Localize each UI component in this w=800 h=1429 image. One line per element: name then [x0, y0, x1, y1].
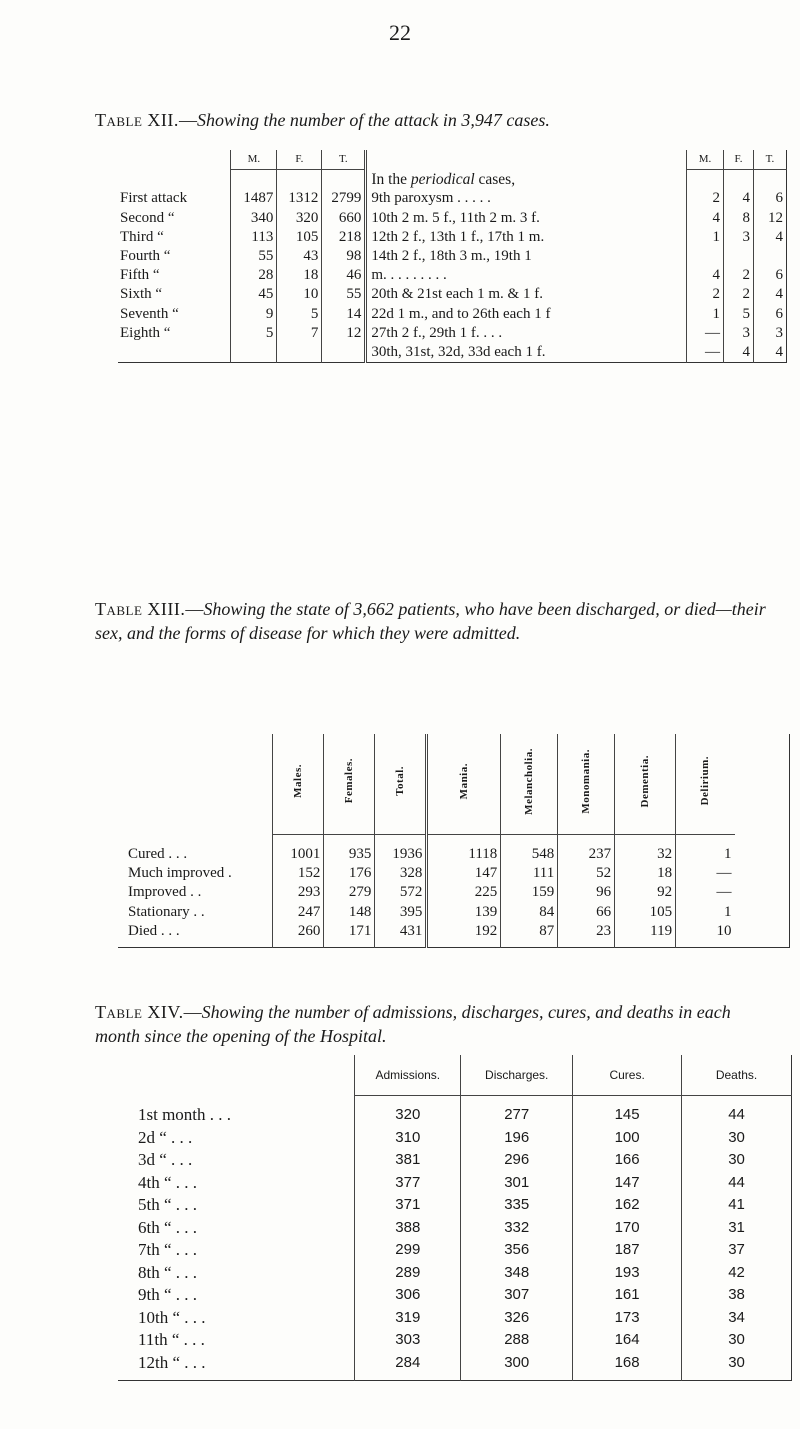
month-value: 381 — [355, 1149, 461, 1172]
attack-f: 7 — [277, 324, 322, 343]
table13-blank — [501, 941, 558, 948]
month-value: 31 — [682, 1217, 792, 1240]
attack-t: 218 — [322, 228, 366, 247]
table-row — [118, 305, 787, 324]
table14-blank — [461, 1374, 573, 1381]
state-value: 87 — [501, 922, 558, 941]
month-label: 1st month . . . — [138, 1105, 232, 1125]
state-value: 176 — [324, 864, 375, 883]
month-value: 277 — [461, 1104, 573, 1127]
state-value: 84 — [501, 903, 558, 922]
month-value: 168 — [573, 1352, 682, 1375]
month-value: 356 — [461, 1239, 573, 1262]
periodic-m: 2 — [687, 285, 724, 304]
state-value: 431 — [375, 922, 427, 941]
periodic-t: 3 — [753, 324, 786, 343]
table13-blank — [375, 941, 427, 948]
periodic-title-post: cases, — [474, 171, 516, 189]
state-value: — — [676, 864, 735, 883]
periodic-f: 4 — [724, 189, 754, 208]
table14-spacer — [118, 1374, 792, 1381]
state-value: 171 — [324, 922, 375, 941]
periodic-t: 6 — [753, 305, 786, 324]
attack-label: Second “ — [120, 209, 175, 226]
table-row — [118, 324, 787, 343]
month-label: 12th “ . . . — [138, 1352, 206, 1372]
state-value: 1 — [676, 845, 735, 864]
table14-blank — [461, 1096, 573, 1105]
attack-f: 5 — [277, 305, 322, 324]
month-value: 296 — [461, 1149, 573, 1172]
periodic-t — [753, 247, 786, 266]
month-value: 164 — [573, 1329, 682, 1352]
attack-t: 14 — [322, 305, 366, 324]
table-row — [118, 903, 790, 922]
month-label: 5th “ . . . — [138, 1195, 198, 1215]
periodic-m: 4 — [687, 209, 724, 228]
table13-col-header — [375, 734, 427, 835]
table-row — [118, 189, 787, 208]
table-row — [118, 1239, 792, 1262]
table12-col-header: T. — [322, 150, 366, 170]
periodic-f: 8 — [724, 209, 754, 228]
state-value: 152 — [273, 864, 324, 883]
month-value: 301 — [461, 1172, 573, 1195]
state-value: 192 — [427, 922, 501, 941]
table13-col-header-text: Males. — [291, 764, 304, 798]
table14-blank — [355, 1096, 461, 1105]
periodic-t: 6 — [753, 189, 786, 208]
periodic-label: 22d 1 m., and to 26th each 1 f — [366, 305, 687, 324]
state-value: 935 — [324, 845, 375, 864]
table13-header-row — [118, 734, 790, 835]
state-label: Improved . . — [128, 884, 202, 901]
table12-blank — [118, 343, 231, 363]
periodic-f: 2 — [724, 266, 754, 285]
table13-blank — [118, 835, 273, 846]
table-row — [118, 1194, 792, 1217]
table14-blank — [573, 1096, 682, 1105]
periodic-m: 1 — [687, 305, 724, 324]
table12-blank — [277, 170, 322, 190]
month-value: 34 — [682, 1307, 792, 1330]
table12-col-header: M. — [231, 150, 277, 170]
month-value: 30 — [682, 1352, 792, 1375]
attack-f: 320 — [277, 209, 322, 228]
attack-f: 105 — [277, 228, 322, 247]
table-row — [118, 1307, 792, 1330]
state-value: 1 — [676, 903, 735, 922]
attack-t: 12 — [322, 324, 366, 343]
table12-caption: Table XII.—Showing the number of the attack in 3,947 cases. — [95, 110, 550, 130]
table12-periodic-col-header: M. — [687, 150, 724, 170]
table13-col-header-text: Melancholia. — [522, 747, 535, 815]
table-row — [118, 1172, 792, 1195]
month-value: 326 — [461, 1307, 573, 1330]
month-value: 161 — [573, 1284, 682, 1307]
month-value: 371 — [355, 1194, 461, 1217]
attack-m: 340 — [231, 209, 277, 228]
table14-header-row — [118, 1055, 792, 1096]
state-value: 279 — [324, 883, 375, 902]
attack-f: 10 — [277, 285, 322, 304]
table-row — [118, 883, 790, 902]
state-value: 148 — [324, 903, 375, 922]
state-value: 328 — [375, 864, 427, 883]
table12-blank — [753, 170, 786, 190]
state-label: Stationary . . — [128, 903, 205, 920]
state-value: 111 — [501, 864, 558, 883]
month-value: 284 — [355, 1352, 461, 1375]
periodic-label: 12th 2 f., 13th 1 f., 17th 1 m. — [366, 228, 687, 247]
month-value: 332 — [461, 1217, 573, 1240]
month-value: 44 — [682, 1172, 792, 1195]
attack-m: 113 — [231, 228, 277, 247]
month-label: 8th “ . . . — [138, 1262, 198, 1282]
table14-col-header: Deaths. — [682, 1055, 792, 1096]
state-value: 18 — [615, 864, 676, 883]
month-value: 170 — [573, 1217, 682, 1240]
table14-blank — [118, 1096, 355, 1105]
table14-blank — [682, 1374, 792, 1381]
attack-m: 28 — [231, 266, 277, 285]
periodic-title-em: periodical — [410, 171, 475, 189]
attack-t: 55 — [322, 285, 366, 304]
state-value: 237 — [558, 845, 615, 864]
month-label: 11th “ . . . — [138, 1330, 205, 1350]
periodic-t: 6 — [753, 266, 786, 285]
table12-label: Table XII. — [95, 110, 179, 130]
attack-label: First attack — [120, 190, 188, 207]
attack-m: 5 — [231, 324, 277, 343]
month-label: 9th “ . . . — [138, 1285, 198, 1305]
table12-blank — [277, 343, 322, 363]
periodic-f: 5 — [724, 305, 754, 324]
attack-t: 660 — [322, 209, 366, 228]
month-value: 303 — [355, 1329, 461, 1352]
state-value: 92 — [615, 883, 676, 902]
periodic-m: 4 — [687, 266, 724, 285]
table13-col-header — [676, 734, 735, 835]
attack-f: 1312 — [277, 189, 322, 208]
table13-col-header-text: Mania. — [457, 762, 470, 800]
state-value: 32 — [615, 845, 676, 864]
table13-spacer — [118, 941, 790, 948]
month-value: 306 — [355, 1284, 461, 1307]
table-row — [118, 1262, 792, 1285]
table12-blank — [687, 170, 724, 190]
attack-label: Eighth “ — [120, 324, 171, 341]
month-value: 196 — [461, 1127, 573, 1150]
table13-blank — [427, 941, 501, 948]
month-value: 193 — [573, 1262, 682, 1285]
state-value: 225 — [427, 883, 501, 902]
periodic-m — [687, 247, 724, 266]
table-row — [118, 266, 787, 285]
month-value: 320 — [355, 1104, 461, 1127]
month-value: 30 — [682, 1127, 792, 1150]
table12-header-row — [118, 150, 787, 170]
table-row — [118, 845, 790, 864]
state-value: 159 — [501, 883, 558, 902]
periodic-m: 1 — [687, 228, 724, 247]
attack-t: 2799 — [322, 189, 366, 208]
table12-blank — [724, 170, 754, 190]
month-label: 6th “ . . . — [138, 1217, 198, 1237]
month-value: 44 — [682, 1104, 792, 1127]
table12-col-header: F. — [277, 150, 322, 170]
month-value: 38 — [682, 1284, 792, 1307]
state-value: 1936 — [375, 845, 427, 864]
table13-blank — [324, 941, 375, 948]
table13-blank — [273, 835, 324, 846]
table14-blank — [355, 1374, 461, 1381]
table13-blank — [427, 835, 501, 846]
attack-m: 55 — [231, 247, 277, 266]
table13-col-header — [324, 734, 375, 835]
periodic-m: — — [687, 343, 724, 363]
state-value: 572 — [375, 883, 427, 902]
table14-col-header: Admissions. — [355, 1055, 461, 1096]
month-value: 289 — [355, 1262, 461, 1285]
table12-periodic-title — [366, 150, 687, 189]
table12-corner — [118, 150, 231, 170]
table-row — [118, 1149, 792, 1172]
table12-periodic-col-header: T. — [753, 150, 786, 170]
table13-col-header-text: Total. — [393, 766, 406, 796]
table14-col-header: Cures. — [573, 1055, 682, 1096]
table-row — [118, 228, 787, 247]
attack-t: 98 — [322, 247, 366, 266]
month-label: 3d “ . . . — [138, 1150, 193, 1170]
table13-blank — [501, 835, 558, 846]
month-value: 300 — [461, 1352, 573, 1375]
periodic-label: 9th paroxysm . . . . . — [366, 189, 687, 208]
table14-label: Table XIV. — [95, 1002, 184, 1022]
state-value: 548 — [501, 845, 558, 864]
table-row — [118, 1104, 792, 1127]
periodic-label: 14th 2 f., 18th 3 m., 19th 1 — [366, 247, 687, 266]
table13-col-header-text: Females. — [342, 758, 355, 804]
state-value: 52 — [558, 864, 615, 883]
periodic-label: 27th 2 f., 29th 1 f. . . . — [366, 324, 687, 343]
attack-label: Sixth “ — [120, 286, 163, 303]
attack-label: Fifth “ — [120, 267, 160, 284]
table13-caption-text: Showing the state of 3,662 patients, who have been discharged, or died—their sex, and the forms of disease for which they were admitted. — [95, 599, 766, 643]
state-value: 105 — [615, 903, 676, 922]
attack-m: 9 — [231, 305, 277, 324]
table12-caption-text: Showing the number of the attack in 3,947 cases. — [196, 110, 550, 130]
table13-caption: Table XIII.—Showing the state of 3,662 patients, who have been discharged, or died—their sex, and the forms of disease for which they were admitted. — [95, 599, 766, 643]
table13-blank — [273, 941, 324, 948]
periodic-f: 3 — [724, 324, 754, 343]
attack-m: 1487 — [231, 189, 277, 208]
month-label: 4th “ . . . — [138, 1172, 198, 1192]
month-value: 100 — [573, 1127, 682, 1150]
periodic-f: 3 — [724, 228, 754, 247]
month-value: 319 — [355, 1307, 461, 1330]
month-value: 162 — [573, 1194, 682, 1217]
table12-periodic-col-header: F. — [724, 150, 754, 170]
table13-col-header-text: Monomania. — [579, 748, 592, 814]
month-value: 307 — [461, 1284, 573, 1307]
periodic-t: 4 — [753, 228, 786, 247]
periodic-t: 4 — [753, 343, 786, 363]
table-row — [118, 1329, 792, 1352]
table13-blank — [676, 835, 735, 846]
state-value: — — [676, 883, 735, 902]
attack-f: 43 — [277, 247, 322, 266]
month-value: 377 — [355, 1172, 461, 1195]
table13-blank — [375, 835, 427, 846]
periodic-label: 10th 2 m. 5 f., 11th 2 m. 3 f. — [366, 209, 687, 228]
attack-m: 45 — [231, 285, 277, 304]
state-value: 293 — [273, 883, 324, 902]
table14 — [118, 1055, 792, 1381]
table13-blank — [558, 835, 615, 846]
month-value: 388 — [355, 1217, 461, 1240]
attack-label: Fourth “ — [120, 248, 171, 265]
table13-blank — [615, 835, 676, 846]
state-value: 119 — [615, 922, 676, 941]
month-value: 348 — [461, 1262, 573, 1285]
month-value: 42 — [682, 1262, 792, 1285]
table-row — [118, 285, 787, 304]
state-value: 96 — [558, 883, 615, 902]
attack-t: 46 — [322, 266, 366, 285]
state-value: 395 — [375, 903, 427, 922]
month-label: 7th “ . . . — [138, 1240, 198, 1260]
table12-blank — [231, 343, 277, 363]
month-value: 145 — [573, 1104, 682, 1127]
state-value: 10 — [676, 922, 735, 941]
month-value: 288 — [461, 1329, 573, 1352]
table13-col-header — [615, 734, 676, 835]
table-row — [118, 247, 787, 266]
table-row — [118, 864, 790, 883]
table14-blank — [118, 1374, 355, 1381]
table-row — [118, 1284, 792, 1307]
table13-label: Table XIII. — [95, 599, 186, 619]
state-value: 147 — [427, 864, 501, 883]
state-label: Died . . . — [128, 922, 180, 939]
month-value: 310 — [355, 1127, 461, 1150]
table-row — [118, 209, 787, 228]
table12-blank — [118, 170, 231, 190]
state-value: 23 — [558, 922, 615, 941]
month-label: 10th “ . . . — [138, 1307, 206, 1327]
table13-col-header — [273, 734, 324, 835]
table14-blank — [573, 1374, 682, 1381]
table14-spacer — [118, 1096, 792, 1105]
table12-blank — [322, 170, 366, 190]
month-label: 2d “ . . . — [138, 1127, 193, 1147]
table13-blank — [615, 941, 676, 948]
table13-col-header — [427, 734, 501, 835]
state-value: 1118 — [427, 845, 501, 864]
table13-corner — [118, 734, 273, 835]
table14-corner — [118, 1055, 355, 1096]
periodic-t: 12 — [753, 209, 786, 228]
table-row — [118, 1217, 792, 1240]
table13-blank — [324, 835, 375, 846]
attack-label: Seventh “ — [120, 305, 179, 322]
table14-blank — [682, 1096, 792, 1105]
table14-col-header: Discharges. — [461, 1055, 573, 1096]
periodic-f — [724, 247, 754, 266]
month-value: 166 — [573, 1149, 682, 1172]
periodic-m: — — [687, 324, 724, 343]
state-value: 260 — [273, 922, 324, 941]
table13-blank — [676, 941, 735, 948]
table12 — [118, 150, 787, 363]
table14-caption: Table XIV.—Showing the number of admissions, discharges, cures, and deaths in each month since the opening of the Hospital. — [95, 1002, 731, 1046]
month-value: 335 — [461, 1194, 573, 1217]
table-row — [118, 922, 790, 941]
table14-caption-text: Showing the number of admissions, discharges, cures, and deaths in each month since the opening of the Hospital. — [95, 1002, 731, 1046]
periodic-f: 4 — [724, 343, 754, 363]
table-row — [118, 1127, 792, 1150]
month-value: 41 — [682, 1194, 792, 1217]
state-value: 66 — [558, 903, 615, 922]
month-value: 173 — [573, 1307, 682, 1330]
table13-col-header-text: Dementia. — [638, 754, 651, 808]
periodic-m: 2 — [687, 189, 724, 208]
table-row — [118, 1352, 792, 1375]
table13-col-header — [558, 734, 615, 835]
month-value: 299 — [355, 1239, 461, 1262]
attack-f: 18 — [277, 266, 322, 285]
month-value: 147 — [573, 1172, 682, 1195]
state-value: 1001 — [273, 845, 324, 864]
periodic-t: 4 — [753, 285, 786, 304]
state-label: Much improved . — [128, 865, 232, 882]
state-value: 247 — [273, 903, 324, 922]
table13-col-header-text: Delirium. — [698, 756, 711, 806]
table-row — [118, 343, 787, 363]
table13-blank — [558, 941, 615, 948]
periodic-label: 20th & 21st each 1 m. & 1 f. — [366, 285, 687, 304]
table13-col-header — [501, 734, 558, 835]
month-value: 30 — [682, 1329, 792, 1352]
periodic-label: 30th, 31st, 32d, 33d each 1 f. — [366, 343, 687, 363]
attack-label: Third “ — [120, 228, 164, 245]
page-number: 22 — [389, 20, 411, 45]
month-value: 187 — [573, 1239, 682, 1262]
table12-blank — [231, 170, 277, 190]
periodic-f: 2 — [724, 285, 754, 304]
state-label: Cured . . . — [128, 846, 188, 863]
table12-blank — [322, 343, 366, 363]
table13 — [118, 734, 790, 948]
periodic-title-pre: In the — [371, 171, 411, 189]
table13-spacer — [118, 835, 790, 846]
month-value: 37 — [682, 1239, 792, 1262]
state-value: 139 — [427, 903, 501, 922]
periodic-label: m. . . . . . . . . — [366, 266, 687, 285]
table13-blank — [118, 941, 273, 948]
month-value: 30 — [682, 1149, 792, 1172]
